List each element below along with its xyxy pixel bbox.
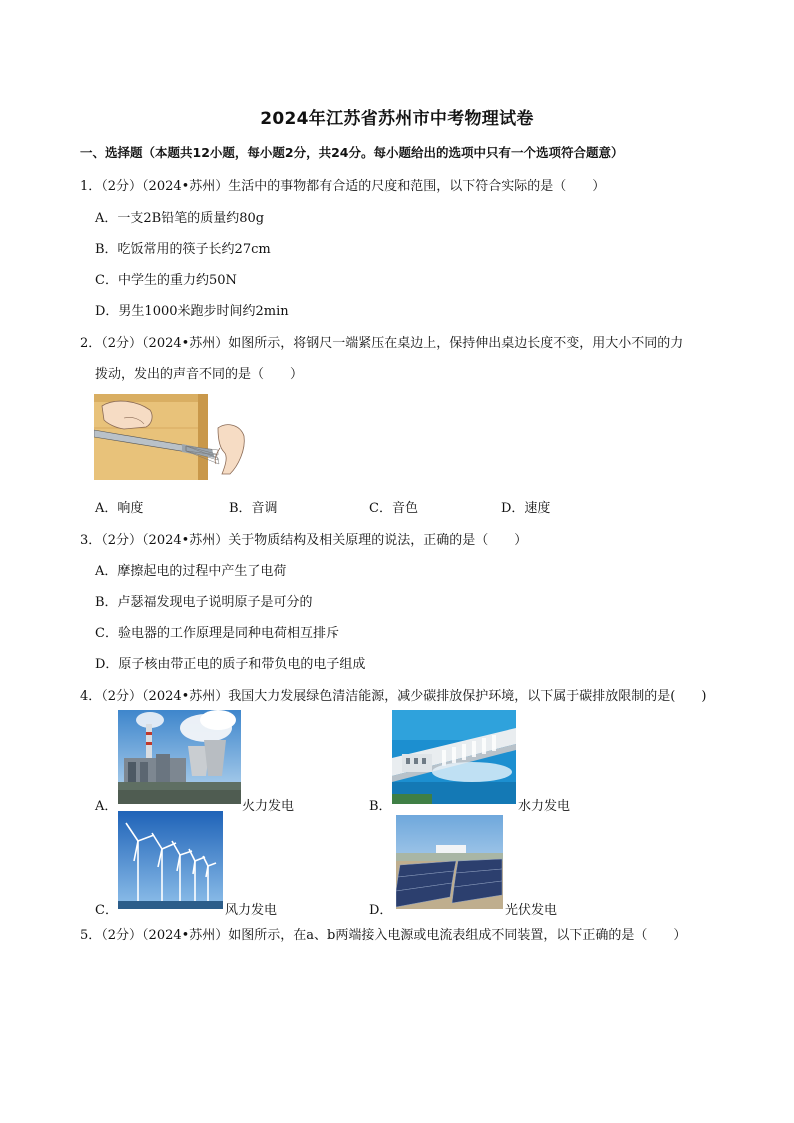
question-4-stem: 4．（2分）（2024•苏州）我国大力发展绿色清洁能源，减少碳排放保护环境，以下属于碳排放限制的是( )	[80, 689, 707, 704]
question-4-option-d-label: 光伏发电	[505, 903, 558, 918]
question-4-option-d-letter[interactable]: D．	[369, 903, 393, 918]
question-3-option-b[interactable]: B．卢瑟福发现电子说明原子是可分的	[95, 595, 313, 610]
question-3-option-d[interactable]: D．原子核由带正电的质子和带负电的电子组成	[95, 657, 366, 672]
wind-turbines-photo	[118, 811, 223, 909]
solar-panels-photo	[396, 815, 503, 909]
question-2-stem-continued: 拨动，发出的声音不同的是（ ）	[95, 367, 304, 382]
question-4-option-c-label: 风力发电	[225, 903, 278, 918]
hydropower-dam-photo	[392, 710, 516, 804]
question-4-option-a-label: 火力发电	[242, 799, 295, 814]
question-2-option-c[interactable]: C．音色	[369, 501, 418, 516]
question-1-option-a[interactable]: A．一支2B铅笔的质量约80g	[95, 211, 265, 226]
question-4-option-a-letter[interactable]: A．	[95, 799, 118, 814]
question-1-stem: 1．（2分）（2024•苏州）生活中的事物都有合适的尺度和范围，以下符合实际的是（ ）	[80, 179, 606, 194]
question-4-option-c-letter[interactable]: C．	[95, 903, 118, 918]
question-4-option-b-letter[interactable]: B．	[369, 799, 392, 814]
question-2-stem: 2．（2分）（2024•苏州）如图所示，将钢尺一端紧压在桌边上，保持伸出桌边长度不变，用大小不同的力	[80, 336, 684, 351]
ruler-on-table-figure	[94, 394, 246, 480]
page-title: 2024年江苏省苏州市中考物理试卷	[260, 109, 534, 129]
question-2-option-b[interactable]: B．音调	[229, 501, 278, 516]
section-heading: 一、选择题（本题共12小题，每小题2分，共24分。每小题给出的选项中只有一个选项符合题意）	[80, 145, 624, 160]
thermal-power-plant-photo	[118, 710, 241, 804]
question-4-option-b-label: 水力发电	[518, 799, 571, 814]
question-3-stem: 3．（2分）（2024•苏州）关于物质结构及相关原理的说法，正确的是（ ）	[80, 533, 528, 548]
question-3-option-c[interactable]: C．验电器的工作原理是同种电荷相互排斥	[95, 626, 339, 641]
question-5-stem: 5．（2分）（2024•苏州）如图所示，在a、b两端接入电源或电流表组成不同装置，以下正确的是（ ）	[80, 928, 687, 943]
question-1-option-d[interactable]: D．男生1000米跑步时间约2min	[95, 304, 289, 319]
question-1-option-c[interactable]: C．中学生的重力约50N	[95, 273, 237, 288]
question-3-option-a[interactable]: A．摩擦起电的过程中产生了电荷	[95, 564, 287, 579]
question-1-option-b[interactable]: B．吃饭常用的筷子长约27cm	[95, 242, 271, 257]
question-2-option-d[interactable]: D．速度	[501, 501, 551, 516]
question-2-option-a[interactable]: A．响度	[95, 501, 144, 516]
